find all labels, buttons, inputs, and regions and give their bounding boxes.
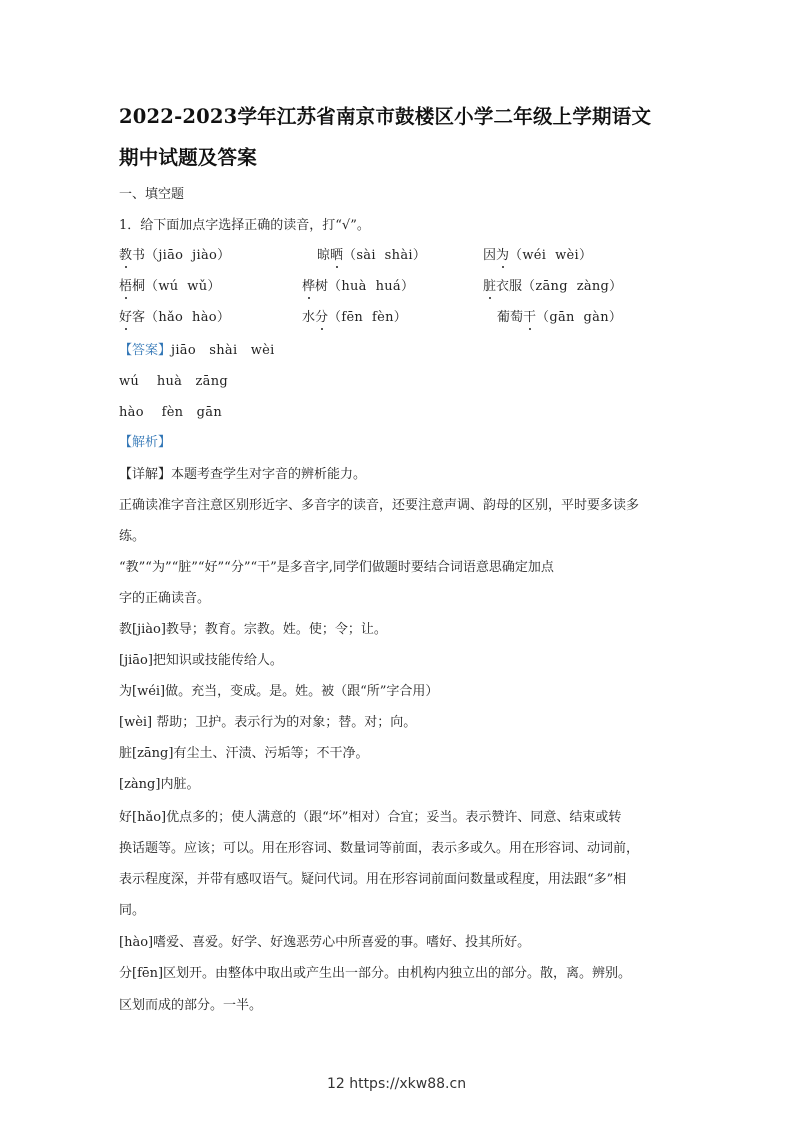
detail-line: 为[wéi]做。充当，变成。是。姓。被（跟“所”字合用） <box>119 684 439 699</box>
pinyin-options: （huà huá） <box>328 279 415 294</box>
answer-text: jiāo shài wèi <box>171 343 275 358</box>
answer-line-1 <box>119 342 275 360</box>
pinyin-item <box>317 247 426 265</box>
dotted-character: 为 <box>496 248 510 263</box>
pinyin-options: （fēn fèn） <box>328 310 408 325</box>
pinyin-options: （wú wǔ） <box>145 279 221 294</box>
pinyin-item <box>119 309 230 327</box>
page-footer: 12 https://xkw88.cn <box>326 1076 467 1092</box>
dotted-character: 教 <box>119 248 133 263</box>
section-heading: 一、填空题 <box>119 187 185 202</box>
document-title-line-1: 2022-2023学年江苏省南京市鼓楼区小学二年级上学期语文 <box>119 105 652 128</box>
dotted-character: 脏 <box>483 279 497 294</box>
pinyin-item <box>119 247 230 265</box>
word-suffix: 衣服 <box>496 279 523 294</box>
dotted-character: 好 <box>119 310 133 325</box>
answer-line-3: hào fèn gān <box>119 405 222 420</box>
pinyin-item <box>483 247 592 265</box>
detail-line: 练。 <box>119 529 146 544</box>
word-prefix: 因 <box>483 248 497 263</box>
word-suffix: 书 <box>132 248 146 263</box>
analysis-tag: 【解析】 <box>119 435 172 450</box>
dotted-character: 分 <box>315 310 329 325</box>
dotted-character: 干 <box>523 310 537 325</box>
detail-line: [hào]嗜爱、喜爱。好学、好逸恶劳心中所喜爱的事。嗜好、投其所好。 <box>119 935 531 950</box>
detail-line: 区划而成的部分。一半。 <box>119 998 263 1013</box>
pinyin-options: （sài shài） <box>343 248 427 263</box>
detail-line: 教[jiào]教导；教育。宗教。姓。使；令；让。 <box>119 622 387 637</box>
word-suffix: 客 <box>132 310 146 325</box>
word-prefix: 葡萄 <box>497 310 524 325</box>
answer-line-2: wú huà zāng <box>119 374 229 389</box>
answer-tag: 【答案】 <box>119 343 172 358</box>
word-prefix: 晾 <box>317 248 331 263</box>
detail-line: 字的正确读音。 <box>119 591 211 606</box>
detail-line <box>119 466 366 484</box>
detail-line: 换话题等。应该；可以。用在形容词、数量词等前面，表示多或久。用在形容词、动词前， <box>119 841 640 856</box>
pinyin-options: （hǎo hào） <box>145 310 231 325</box>
detail-line: 表示程度深，并带有感叹语气。疑问代词。用在形容词前面问数量或程度，用法跟“多”相 <box>119 872 627 887</box>
detail-line: 正确读准字音注意区别形近字、多音字的读音，还要注意声调、韵母的区别，平时要多读多 <box>119 498 640 513</box>
pinyin-options: （wéi wèi） <box>509 248 593 263</box>
dotted-character: 晒 <box>330 248 344 263</box>
word-prefix: 水 <box>302 310 316 325</box>
dotted-character: 桦 <box>302 279 316 294</box>
pinyin-item <box>302 278 414 296</box>
word-suffix: 树 <box>315 279 329 294</box>
detail-line: 脏[zāng]有尘土、汗渍、污垢等；不干净。 <box>119 746 369 761</box>
document-title-line-2: 期中试题及答案 <box>119 146 257 169</box>
detail-line: [jiāo]把知识或技能传给人。 <box>119 653 283 668</box>
pinyin-options: （jiāo jiào） <box>145 248 231 263</box>
detail-line: 好[hǎo]优点多的；使人满意的（跟“坏”相对）合宜；妥当。表示赞许、同意、结束或转 <box>119 810 622 825</box>
dotted-character: 梧 <box>119 279 133 294</box>
detail-line: 同。 <box>119 903 146 918</box>
detail-tag: 【详解】 <box>119 467 172 482</box>
detail-line: 分[fēn]区划开。由整体中取出或产生出一部分。由机构内独立出的部分。散，离。辨别。 <box>119 966 632 981</box>
detail-text: 本题考查学生对字音的辨析能力。 <box>171 467 367 482</box>
question-text: 1．给下面加点字选择正确的读音，打“√”。 <box>119 218 370 233</box>
pinyin-item <box>483 278 622 296</box>
detail-line: [wèi] 帮助；卫护。表示行为的对象；替。对；向。 <box>119 715 417 730</box>
detail-line: “教”“为”“脏”“好”“分”“干”是多音字,同学们做题时要结合词语意思确定加点 <box>119 560 554 575</box>
pinyin-options: （zāng zàng） <box>522 279 623 294</box>
pinyin-item <box>302 309 407 327</box>
word-suffix: 桐 <box>132 279 146 294</box>
pinyin-item <box>497 309 622 327</box>
pinyin-item <box>119 278 221 296</box>
pinyin-options: （gān gàn） <box>536 310 623 325</box>
detail-line: [zàng]内脏。 <box>119 777 200 792</box>
